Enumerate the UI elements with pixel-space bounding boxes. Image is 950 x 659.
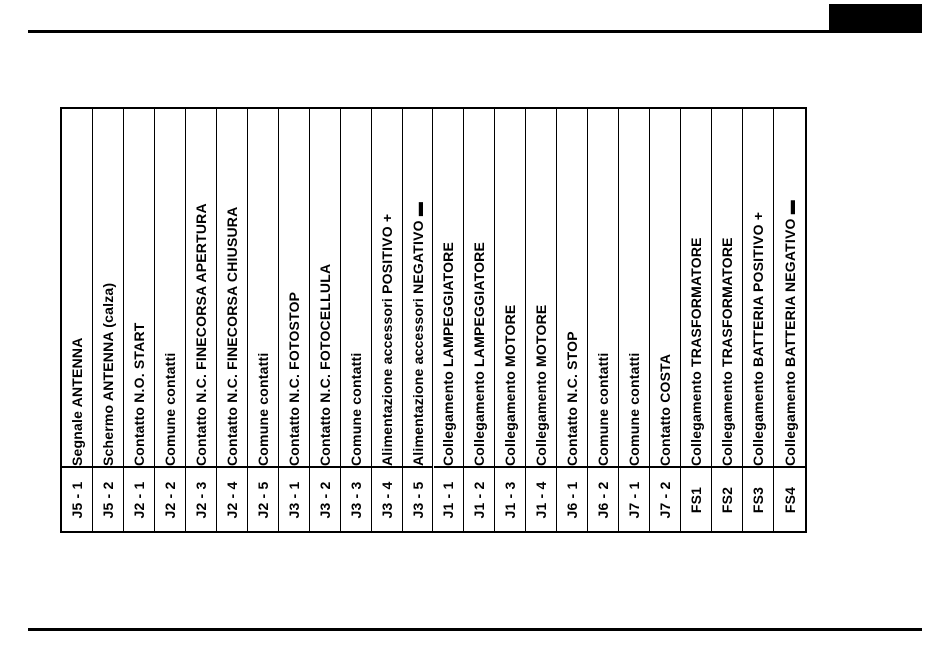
table-row bbox=[712, 109, 743, 531]
row-code: J1 - 3 bbox=[502, 481, 519, 519]
table-row bbox=[62, 109, 93, 531]
row-code: J3 - 3 bbox=[347, 481, 364, 519]
row-description: Collegamento LAMPEGGIATORE bbox=[440, 241, 457, 466]
row-description: Collegamento TRASFORMATORE bbox=[719, 237, 736, 466]
top-rule bbox=[28, 30, 922, 33]
table-row bbox=[743, 109, 774, 531]
table-row bbox=[464, 109, 495, 531]
row-code: J2 - 5 bbox=[254, 481, 271, 519]
row-description: Collegamento MOTORE bbox=[502, 304, 519, 466]
row-description: Collegamento MOTORE bbox=[533, 304, 550, 466]
row-code: J3 - 1 bbox=[285, 481, 302, 519]
row-code: J1 - 4 bbox=[533, 481, 550, 519]
table-row bbox=[124, 109, 155, 531]
row-code: FS4 bbox=[781, 486, 798, 514]
table-row bbox=[495, 109, 526, 531]
table-row bbox=[279, 109, 310, 531]
row-code: FS3 bbox=[750, 486, 767, 514]
row-description: Alimentazione accessori NEGATIVO ▬ bbox=[409, 201, 426, 466]
table-row bbox=[526, 109, 557, 531]
row-description: Schermo ANTENNA (calza) bbox=[99, 282, 116, 466]
table-row bbox=[681, 109, 712, 531]
row-description: Collegamento TRASFORMATORE bbox=[688, 237, 705, 466]
table-row bbox=[650, 109, 681, 531]
table-row bbox=[217, 109, 248, 531]
row-code: FS2 bbox=[719, 486, 736, 514]
table-row bbox=[588, 109, 619, 531]
table-row bbox=[341, 109, 372, 531]
row-code: J3 - 5 bbox=[409, 481, 426, 519]
row-description: Contatto COSTA bbox=[657, 353, 674, 466]
connections-table bbox=[60, 107, 807, 533]
row-description: Comune contatti bbox=[595, 352, 612, 466]
row-description: Collegamento LAMPEGGIATORE bbox=[471, 241, 488, 466]
row-description: Contatto N.C. FINECORSA APERTURA bbox=[192, 203, 209, 466]
table-row bbox=[93, 109, 124, 531]
table-row bbox=[372, 109, 403, 531]
corner-tab-decoration bbox=[829, 4, 922, 33]
row-code: J1 - 1 bbox=[440, 481, 457, 519]
table-row bbox=[403, 109, 434, 531]
row-description: Comune contatti bbox=[347, 352, 364, 466]
table-row bbox=[310, 109, 341, 531]
row-description: Segnale ANTENNA bbox=[68, 337, 85, 466]
row-code: J3 - 2 bbox=[316, 481, 333, 519]
row-description: Alimentazione accessori POSITIVO + bbox=[378, 213, 395, 466]
row-description: Comune contatti bbox=[626, 352, 643, 466]
row-code: J5 - 2 bbox=[99, 481, 116, 519]
table-row bbox=[186, 109, 217, 531]
table-row bbox=[434, 109, 465, 531]
row-code: J7 - 2 bbox=[657, 481, 674, 519]
row-code: J2 - 1 bbox=[130, 481, 147, 519]
row-code: J2 - 2 bbox=[161, 481, 178, 519]
row-description: Contatto N.O. START bbox=[130, 322, 147, 466]
table-row bbox=[619, 109, 650, 531]
row-code: J5 - 1 bbox=[68, 481, 85, 519]
table-row bbox=[557, 109, 588, 531]
row-code: J6 - 2 bbox=[595, 481, 612, 519]
table-row bbox=[248, 109, 279, 531]
bottom-rule bbox=[28, 628, 922, 631]
row-code: J1 - 2 bbox=[471, 481, 488, 519]
row-code: J3 - 4 bbox=[378, 481, 395, 519]
row-description: Comune contatti bbox=[254, 352, 271, 466]
row-description: Contatto N.C. FINECORSA CHIUSURA bbox=[223, 206, 240, 466]
row-description: Collegamento BATTERIA NEGATIVO ▬ bbox=[781, 200, 798, 466]
row-description: Collegamento BATTERIA POSITIVO + bbox=[750, 211, 767, 466]
row-code: J2 - 3 bbox=[192, 481, 209, 519]
table-row bbox=[774, 109, 805, 531]
row-description: Comune contatti bbox=[161, 352, 178, 466]
row-description: Contatto N.C. STOP bbox=[564, 331, 581, 466]
table-row bbox=[155, 109, 186, 531]
row-code: J7 - 1 bbox=[626, 481, 643, 519]
row-description: Contatto N.C. FOTOSTOP bbox=[285, 291, 302, 466]
row-code: J2 - 4 bbox=[223, 481, 240, 519]
row-code: J6 - 1 bbox=[564, 481, 581, 519]
row-code: FS1 bbox=[688, 486, 705, 514]
row-description: Contatto N.C. FOTOCELLULA bbox=[316, 263, 333, 466]
